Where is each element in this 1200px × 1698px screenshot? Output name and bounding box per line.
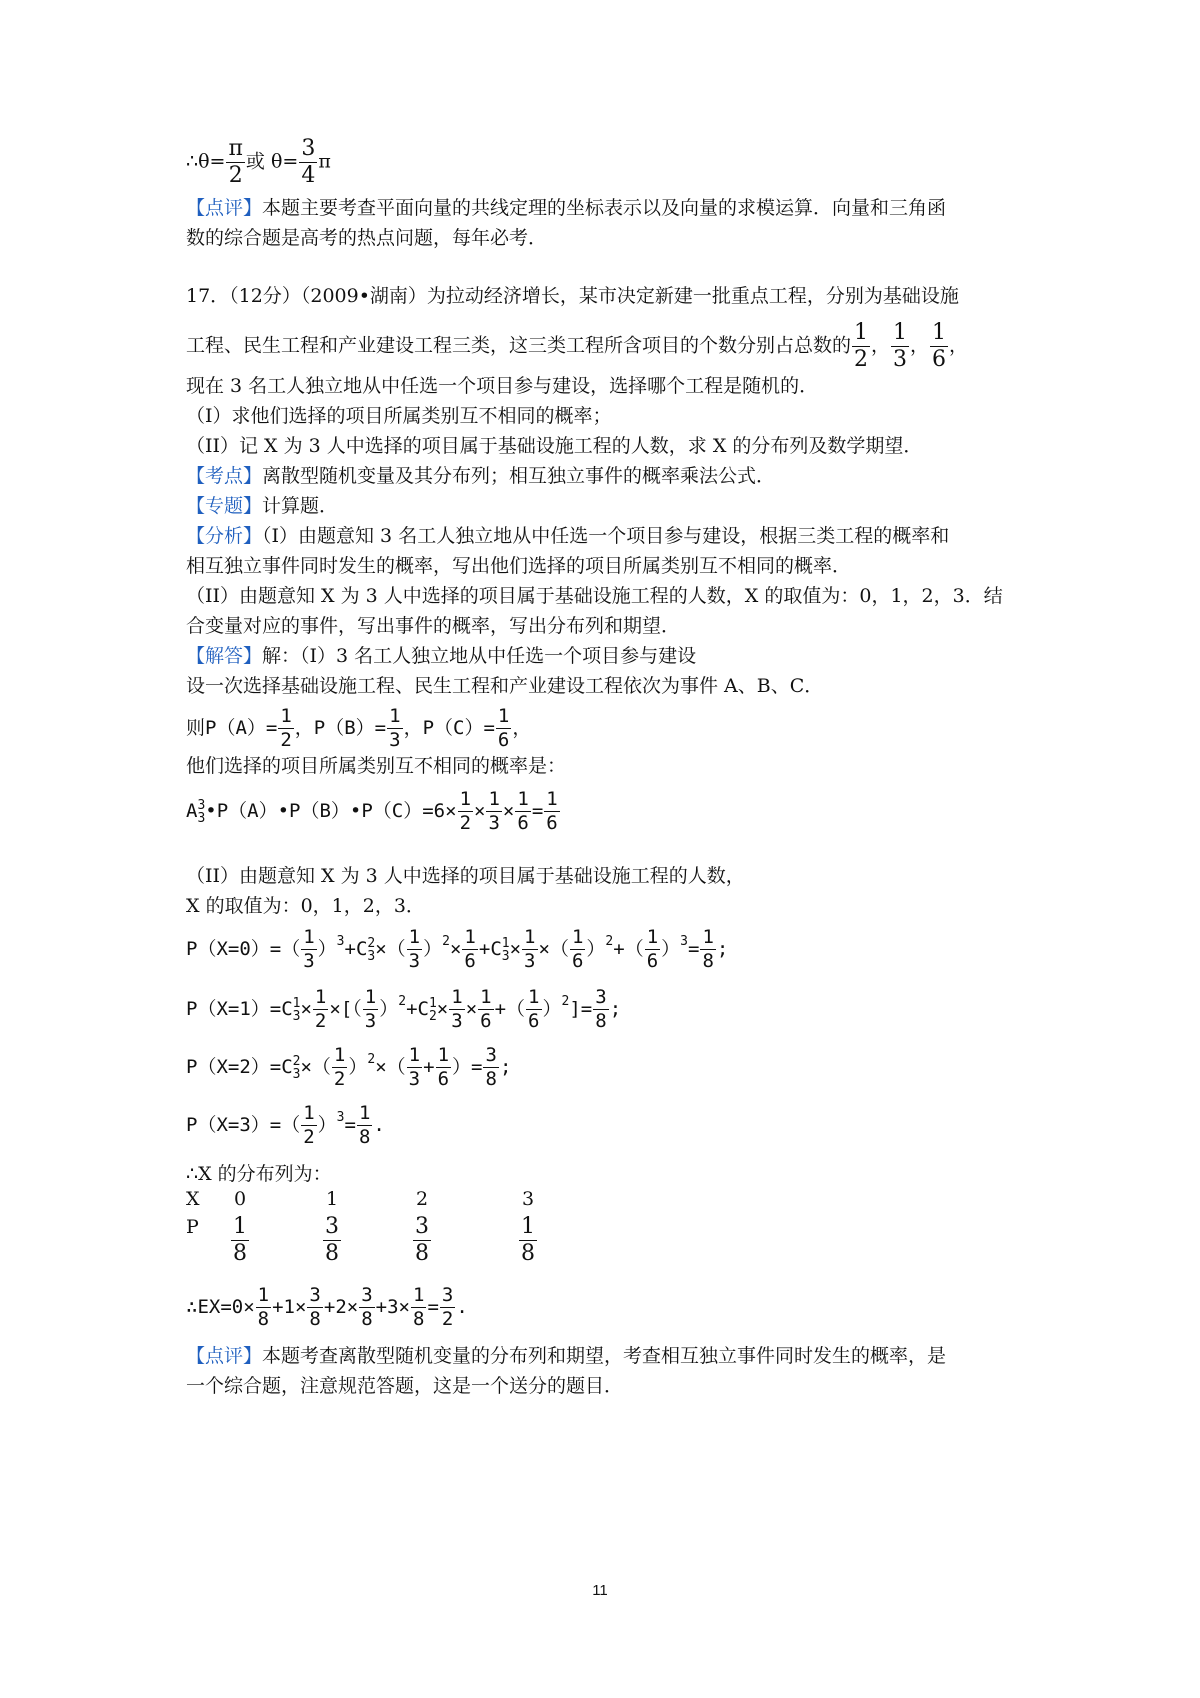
- table-cell: [230, 1216, 250, 1265]
- fraction: $\frac{1}{3}$: [408, 1044, 421, 1090]
- fraction: $\frac{1}{6}$: [646, 926, 659, 972]
- frac-den: 3: [389, 729, 401, 751]
- ex-line: ∴EX=0× $\frac{1}{8}$ +1× $\frac{3}{8}$ +2× $\frac{3}{8}$ +3× $\frac{1}{8}$ = $\frac{3}{2}$ .: [186, 1284, 468, 1330]
- question-text: （I）求他们选择的项目所属类别互不相同的概率；: [186, 405, 612, 427]
- jieda-text: 设一次选择基础设施工程、民生工程和产业建设工程依次为事件 A、B、C．: [186, 675, 824, 697]
- frac-den: 3: [488, 812, 500, 834]
- comma: ，: [910, 334, 930, 357]
- fraction: $\frac{3}{8}$: [309, 1284, 321, 1330]
- fraction: $\frac{1}{3}$: [364, 986, 377, 1032]
- frac-den: 8: [233, 1241, 247, 1266]
- pa-label: 则P（A）=: [186, 717, 278, 739]
- fraction: $\frac{1}{2}$: [333, 1044, 346, 1090]
- jieda-line-4: [186, 862, 745, 890]
- frac-den: 6: [546, 812, 558, 834]
- review-tag: 【点评】: [186, 1345, 263, 1367]
- eq: =: [531, 800, 544, 822]
- table-cell: 0: [234, 1188, 247, 1210]
- frac-den: 4: [301, 163, 316, 188]
- fraction: $\frac{1}{8}$: [412, 1284, 425, 1330]
- fraction: $\frac{1}{3}$: [408, 926, 421, 972]
- fraction: $\frac{1}{8}$: [358, 1102, 371, 1148]
- fraction: [496, 707, 511, 750]
- fraction: [930, 322, 948, 371]
- pi-suffix: π: [318, 150, 331, 173]
- table-cell: 2: [416, 1188, 429, 1210]
- review2-line-2: [186, 1372, 623, 1400]
- jieda-text: X 的取值为：0，1，2，3．: [186, 895, 425, 917]
- frac-den: 2: [228, 163, 243, 188]
- jieda-tag: 【解答】: [186, 645, 263, 667]
- frac-num: 1: [389, 705, 401, 727]
- fraction: [515, 790, 530, 833]
- jieda-text: 他们选择的项目所属类别互不相同的概率是：: [186, 755, 567, 777]
- dist-intro: [186, 1160, 332, 1188]
- zhuanti-tag: 【专题】: [186, 495, 263, 517]
- frac-den: 2: [280, 729, 292, 751]
- px0-label: P（X=0）=（: [186, 938, 301, 960]
- frac-num: 1: [497, 705, 510, 727]
- zhuanti-line: [186, 492, 338, 520]
- fraction: [387, 707, 402, 750]
- frac-num: 3: [415, 1214, 429, 1239]
- sub: 3: [197, 810, 206, 826]
- fraction: [458, 790, 473, 833]
- review-line-2: [186, 224, 547, 252]
- fenxi-text: 相互独立事件同时发生的概率，写出他们选择的项目所属类别互不相同的概率．: [186, 555, 852, 577]
- frac-num: π: [228, 136, 243, 161]
- kaodian-tag: 【考点】: [186, 465, 263, 487]
- fenxi-line-3: [186, 582, 1003, 610]
- px2-line: P（X=2）=C 2 3 ×（ $\frac{1}{2}$ ）$^2$×（ $\frac{1}{3}$ + $\frac{1}{6}$ ）= $\frac{3}{8}$ ;: [186, 1044, 512, 1090]
- frac-den: 8: [415, 1241, 429, 1266]
- frac-num: 1: [546, 788, 558, 810]
- frac-den: 2: [854, 347, 869, 372]
- distribution-table: [186, 1188, 586, 1268]
- px1-line: P（X=1）=C 1 3 × $\frac{1}{2}$ ×[（ $\frac{1}{3}$ ）$^2$+C 1 2 × $\frac{1}{3}$ × $\frac{1}{6}$ +（ $\frac{1}{6}$ ）$^2$]= $\frac{3}{8}$ ;: [186, 986, 622, 1032]
- frac-num: 1: [488, 788, 500, 810]
- fenxi-text: 合变量对应的事件，写出事件的概率，写出分布列和期望．: [186, 615, 681, 637]
- fraction: $\frac{1}{6}$: [437, 1044, 450, 1090]
- fenxi-text: （II）由题意知 X 为 3 人中选择的项目属于基础设施工程的人数，X 的取值为：0，1，2，3．结: [186, 585, 1003, 607]
- frac-num: 1: [280, 705, 292, 727]
- jieda-line-3: [186, 752, 566, 780]
- table-cell: [412, 1216, 432, 1265]
- table-cell: 1: [326, 1188, 339, 1210]
- frac-num: 1: [517, 788, 529, 810]
- frac-den: 2: [459, 812, 472, 834]
- px2-label: P（X=2）=C: [186, 1056, 293, 1078]
- pb-label: ，P（B）=: [294, 717, 387, 739]
- stem-text: 工程、民生工程和产业建设工程三类，这三类工程所含项目的个数分别占总数的: [186, 334, 852, 357]
- frac-den: 6: [497, 729, 510, 751]
- frac-num: 1: [893, 320, 908, 345]
- frac-den: 3: [893, 347, 908, 372]
- ex-label: ∴EX=0×: [186, 1296, 255, 1318]
- fenxi-line-4: [186, 612, 680, 640]
- theta-result-line: [186, 138, 331, 187]
- zhuanti-text: 计算题．: [262, 495, 339, 517]
- kaodian-text: 离散型随机变量及其分布列；相互独立事件的概率乘法公式．: [262, 465, 776, 487]
- fraction: $\frac{3}{8}$: [361, 1284, 373, 1330]
- fraction: $\frac{1}{3}$: [303, 926, 315, 972]
- question-text: （II）记 X 为 3 人中选择的项目属于基础设施工程的人数，求 X 的分布列及数学期望．: [186, 435, 923, 457]
- fenxi-tag: 【分析】: [186, 525, 263, 547]
- table-row-p-label: P: [186, 1216, 199, 1238]
- fenxi-line-1: [186, 522, 949, 550]
- jieda-line-1: [186, 642, 696, 670]
- px3-line: P（X=3）=（ $\frac{1}{2}$ ）$^3$= $\frac{1}{8}$ .: [186, 1102, 385, 1148]
- question-2: [186, 432, 922, 460]
- question-1: [186, 402, 612, 430]
- frac-num: 3: [325, 1214, 339, 1239]
- or-text: 或 θ=: [245, 150, 299, 173]
- fraction: $\frac{1}{3}$: [524, 926, 536, 972]
- fraction: $\frac{1}{8}$: [257, 1284, 270, 1330]
- frac-num: 1: [233, 1214, 247, 1239]
- review-text: 一个综合题，注意规范答题，这是一个送分的题目．: [186, 1375, 624, 1397]
- jieda-text: 解：（I）3 名工人独立地从中任选一个项目参与建设: [262, 645, 697, 667]
- fraction: $\frac{3}{8}$: [485, 1044, 497, 1090]
- fraction: $\frac{1}{6}$: [480, 986, 492, 1032]
- fraction: [544, 790, 559, 833]
- fraction: [226, 138, 244, 187]
- fraction: $\frac{3}{2}$: [441, 1284, 454, 1330]
- problem-stem-1: [186, 282, 959, 310]
- frac-num: 1: [854, 320, 869, 345]
- table-cell: 3: [522, 1188, 535, 1210]
- table-cell: [322, 1216, 342, 1265]
- jieda-text: （II）由题意知 X 为 3 人中选择的项目属于基础设施工程的人数，: [186, 865, 745, 887]
- comma: ，: [512, 717, 532, 739]
- comma: ，: [949, 334, 969, 357]
- frac-den: 8: [325, 1241, 339, 1266]
- fenxi-line-2: [186, 552, 851, 580]
- fraction: [486, 790, 501, 833]
- dist-intro-text: ∴X 的分布列为：: [186, 1163, 332, 1185]
- fenxi-text: （I）由题意知 3 名工人独立地从中任选一个项目参与建设，根据三类工程的概率和: [262, 525, 950, 547]
- page-number: 11: [592, 1582, 608, 1599]
- jieda-line-5: [186, 892, 425, 920]
- fraction: $\frac{1}{6}$: [464, 926, 476, 972]
- comma: ，: [871, 334, 891, 357]
- review2-line-1: [186, 1342, 946, 1370]
- stem-text: 现在 3 名工人独立地从中任选一个项目参与建设，选择哪个工程是随机的．: [186, 375, 819, 397]
- review-text: 本题主要考查平面向量的共线定理的坐标表示以及向量的求模运算．向量和三角函: [262, 197, 947, 219]
- stem-text: 17．（12分）（2009•湖南）为拉动经济增长，某市决定新建一批重点工程，分别为基础设施: [186, 285, 959, 307]
- kaodian-line: [186, 462, 775, 490]
- frac-num: 1: [459, 788, 472, 810]
- fraction: [891, 322, 909, 371]
- px1-label: P（X=1）=C: [186, 998, 293, 1020]
- times: ×: [502, 800, 515, 822]
- fraction: $\frac{1}{3}$: [451, 986, 463, 1032]
- times: ×: [474, 800, 486, 822]
- fraction: $\frac{3}{8}$: [595, 986, 607, 1032]
- problem-stem-2: [186, 322, 968, 371]
- frac-den: 6: [517, 812, 529, 834]
- review-tag: 【点评】: [186, 197, 263, 219]
- frac-den: 6: [932, 347, 947, 372]
- frac-den: 8: [521, 1241, 535, 1266]
- jieda-line-2: [186, 672, 823, 700]
- frac-num: 3: [301, 136, 316, 161]
- table-cell: [518, 1216, 538, 1265]
- fraction: [278, 707, 293, 750]
- fraction: $\frac{1}{8}$: [702, 926, 714, 972]
- fraction: $\frac{1}{2}$: [303, 1102, 315, 1148]
- px0-line: P（X=0）=（ $\frac{1}{3}$ ）$^3$+C 2 3 ×（ $\frac{1}{3}$ ）$^2$× $\frac{1}{6}$ +C 1 3 × $\frac{1}{3}$ ×（ $\frac{1}{6}$ ）$^2$+（ $\frac{1}{6}$ ）$^3$= $\frac{1}{8}$ ;: [186, 926, 729, 972]
- fraction: [852, 322, 870, 371]
- fraction: $\frac{1}{6}$: [528, 986, 540, 1032]
- table-row-x-label: X: [186, 1188, 200, 1210]
- fraction: [299, 138, 317, 187]
- a33-line: [186, 790, 561, 833]
- pabc-line: [186, 707, 531, 750]
- sup: 3: [197, 797, 206, 813]
- review-line-1: [186, 194, 946, 222]
- theta-label: ∴θ=: [186, 150, 226, 173]
- review-text: 本题考查离散型随机变量的分布列和期望，考查相互独立事件同时发生的概率，是: [262, 1345, 947, 1367]
- review-text: 数的综合题是高考的热点问题，每年必考．: [186, 227, 548, 249]
- a-symbol: A: [186, 800, 198, 822]
- px3-label: P（X=3）=（: [186, 1114, 301, 1136]
- fraction: $\frac{1}{6}$: [571, 926, 584, 972]
- frac-num: 1: [521, 1214, 535, 1239]
- frac-num: 1: [932, 320, 947, 345]
- pc-label: ，P（C）=: [403, 717, 495, 739]
- problem-stem-3: [186, 372, 818, 400]
- fraction: $\frac{1}{2}$: [314, 986, 327, 1032]
- a33-expression: •P（A）•P（B）•P（C）=6×: [205, 800, 457, 822]
